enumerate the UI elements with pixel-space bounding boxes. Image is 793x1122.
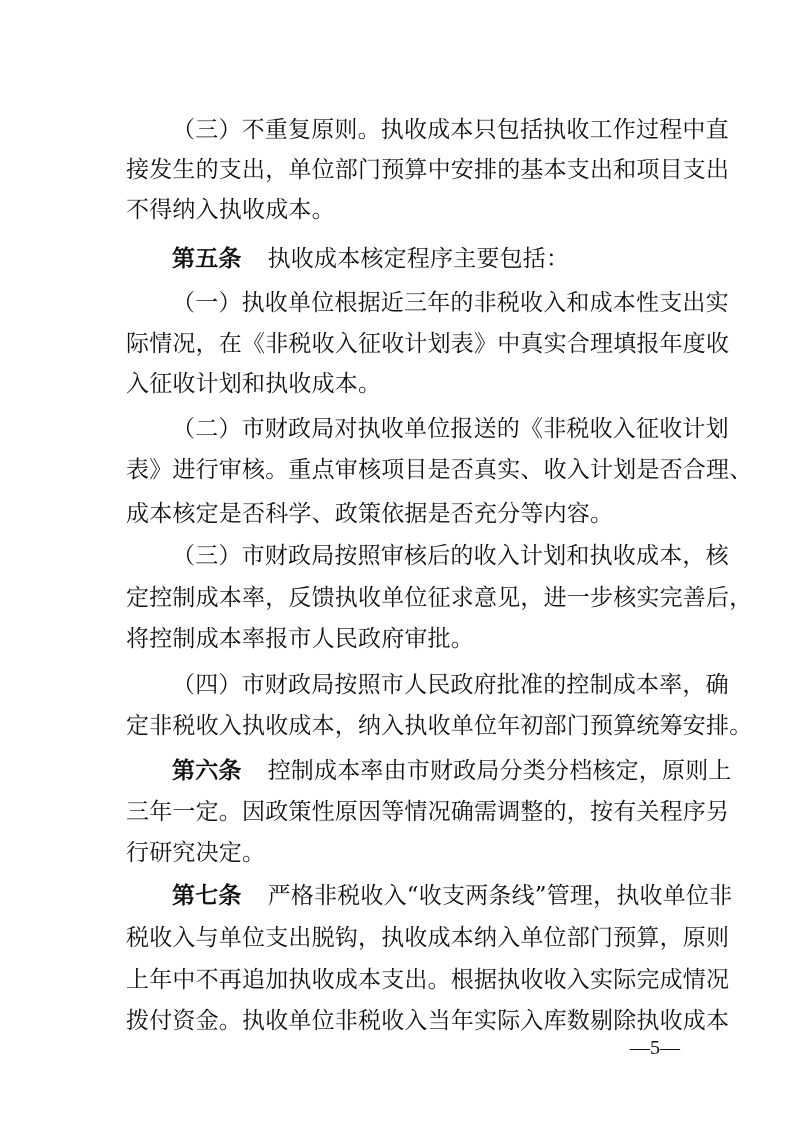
article-five-line (172, 244, 686, 274)
article-six-text: 控制成本率由市财政局分类分档核定，原则上 (267, 758, 732, 784)
paragraph-line: （四）市财政局按照市人民政府批准的控制成本率，确 (172, 672, 729, 698)
paragraph-line: 税收入与单位支出脱钩，执收成本纳入单位部门预算，原则 (126, 925, 730, 951)
article-seven-line (172, 881, 733, 911)
paragraph-line: 定非税收入执收成本，纳入执收单位年初部门预算统筹安排。 (126, 713, 753, 739)
article-six-line (172, 756, 732, 786)
paragraph-line: 上年中不再追加执收成本支出。根据执收收入实际完成情况 (126, 967, 730, 993)
paragraph-line: 接发生的支出，单位部门预算中安排的基本支出和项目支出 (126, 157, 730, 183)
paragraph-line: 入征收计划和执收成本。 (126, 371, 382, 397)
paragraph-line: （三）市财政局按照审核后的收入计划和执收成本，核 (172, 543, 729, 569)
paragraph-line: 际情况，在《非税收入征收计划表》中真实合理填报年度收 (126, 331, 730, 357)
article-seven-text: 严格非税收入“收支两条线”管理，执收单位非 (267, 883, 733, 909)
paragraph-line: 行研究决定。 (126, 840, 266, 866)
paragraph-line: （三）不重复原则。执收成本只包括执收工作过程中直 (172, 117, 729, 143)
paragraph-line: 成本核定是否科学、政策依据是否充分等内容。 (126, 501, 614, 527)
paragraph-line: 不得纳入执收成本。 (126, 197, 335, 223)
paragraph-line: 拨付资金。执收单位非税收入当年实际入库数剔除执收成本 (126, 1008, 730, 1034)
paragraph-line: （一）执收单位根据近三年的非税收入和成本性支出实 (172, 290, 729, 316)
article-seven-label: 第七条 (172, 882, 242, 909)
page-number: —5— (630, 1037, 680, 1059)
article-five-text: 执收成本核定程序主要包括： (267, 246, 570, 272)
paragraph-line: 将控制成本率报市人民政府审批。 (126, 626, 474, 652)
article-five-label: 第五条 (172, 245, 242, 272)
paragraph-line: 三年一定。因政策性原因等情况确需调整的，按有关程序另 (126, 799, 730, 825)
paragraph-line: 表》进行审核。重点审核项目是否真实、收入计划是否合理、 (126, 457, 753, 483)
paragraph-line: （二）市财政局对执收单位报送的《非税收入征收计划 (172, 416, 729, 442)
paragraph-line: 定控制成本率，反馈执收单位征求意见，进一步核实完善后， (126, 585, 753, 611)
article-six-label: 第六条 (172, 757, 242, 784)
